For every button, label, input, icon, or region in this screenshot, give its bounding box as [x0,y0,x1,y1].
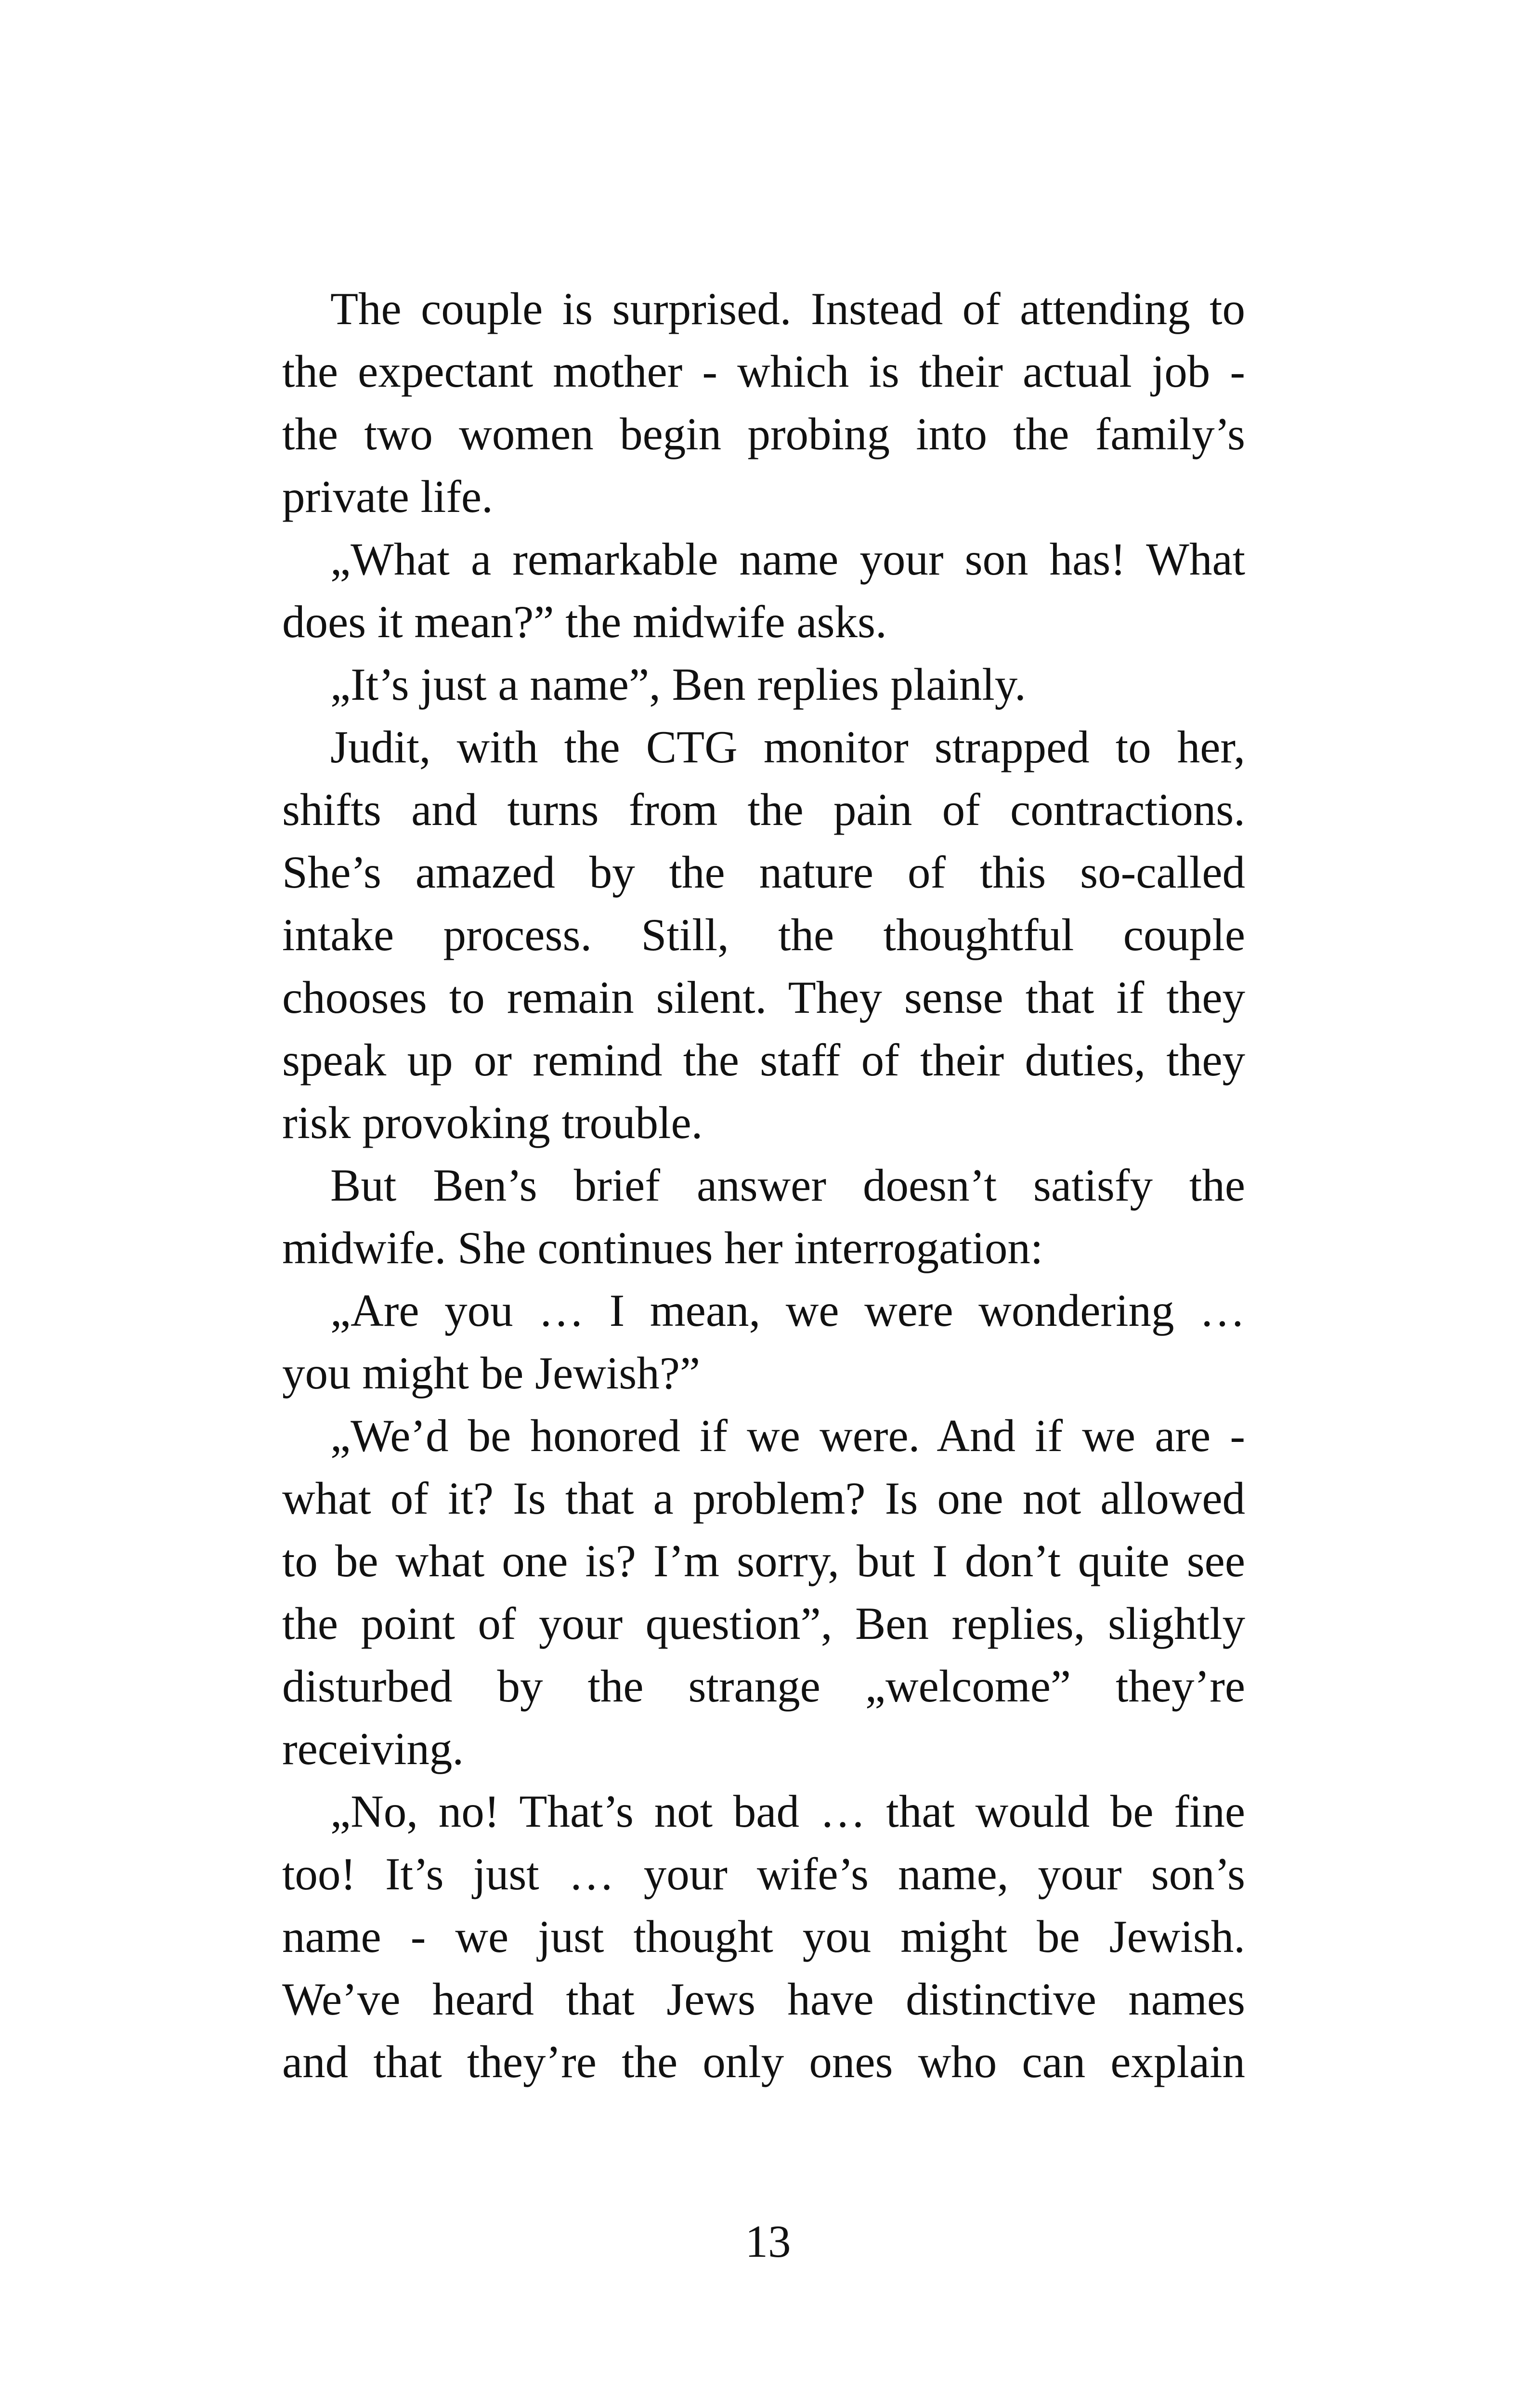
text-line: chooses to remain silent. They sense that if they [282,972,1245,1023]
page-number: 13 [745,2216,791,2267]
text-line: you might be Jewish?” [282,1348,701,1399]
text-line: receiving. [282,1723,464,1774]
text-line: We’ve heard that Jews have distinctive names [282,1974,1245,2025]
text-line: what of it? Is that a problem? Is one not allowed [282,1473,1245,1524]
text-line: private life. [282,471,493,522]
text-line: „Are you … I mean, we were wondering … [330,1285,1245,1336]
text-line: disturbed by the strange „welcome” they’re [282,1661,1245,1712]
text-line: risk provoking trouble. [282,1097,703,1148]
text-line: Judit, with the CTG monitor strapped to her, [330,721,1245,772]
text-line: „What a remarkable name your son has! What [330,534,1245,585]
text-line: „It’s just a name”, Ben replies plainly. [330,659,1026,710]
text-line: shifts and turns from the pain of contractions. [282,784,1245,835]
text-line: too! It’s just … your wife’s name, your son’s [282,1848,1245,1899]
text-line: and that they’re the only ones who can explain [282,2036,1245,2087]
text-line: The couple is surprised. Instead of attending to [330,283,1245,334]
text-line: „We’d be honored if we were. And if we are - [330,1410,1245,1461]
text-line: to be what one is? I’m sorry, but I don’t quite see [282,1535,1245,1586]
text-line: midwife. She continues her interrogation: [282,1222,1043,1273]
text-line: the expectant mother - which is their actual job - [282,346,1245,397]
text-line: speak up or remind the staff of their duties, they [282,1034,1245,1086]
text-line: She’s amazed by the nature of this so-called [282,847,1245,898]
text-line: „No, no! That’s not bad … that would be fine [330,1786,1245,1837]
text-line: intake process. Still, the thoughtful couple [282,909,1245,960]
text-line: But Ben’s brief answer doesn’t satisfy the [330,1160,1245,1211]
text-line: does it mean?” the midwife asks. [282,596,887,647]
text-line: the point of your question”, Ben replies, slightly [282,1598,1245,1649]
text-line: name - we just thought you might be Jewish. [282,1911,1245,1962]
text-line: the two women begin probing into the family’s [282,408,1245,459]
